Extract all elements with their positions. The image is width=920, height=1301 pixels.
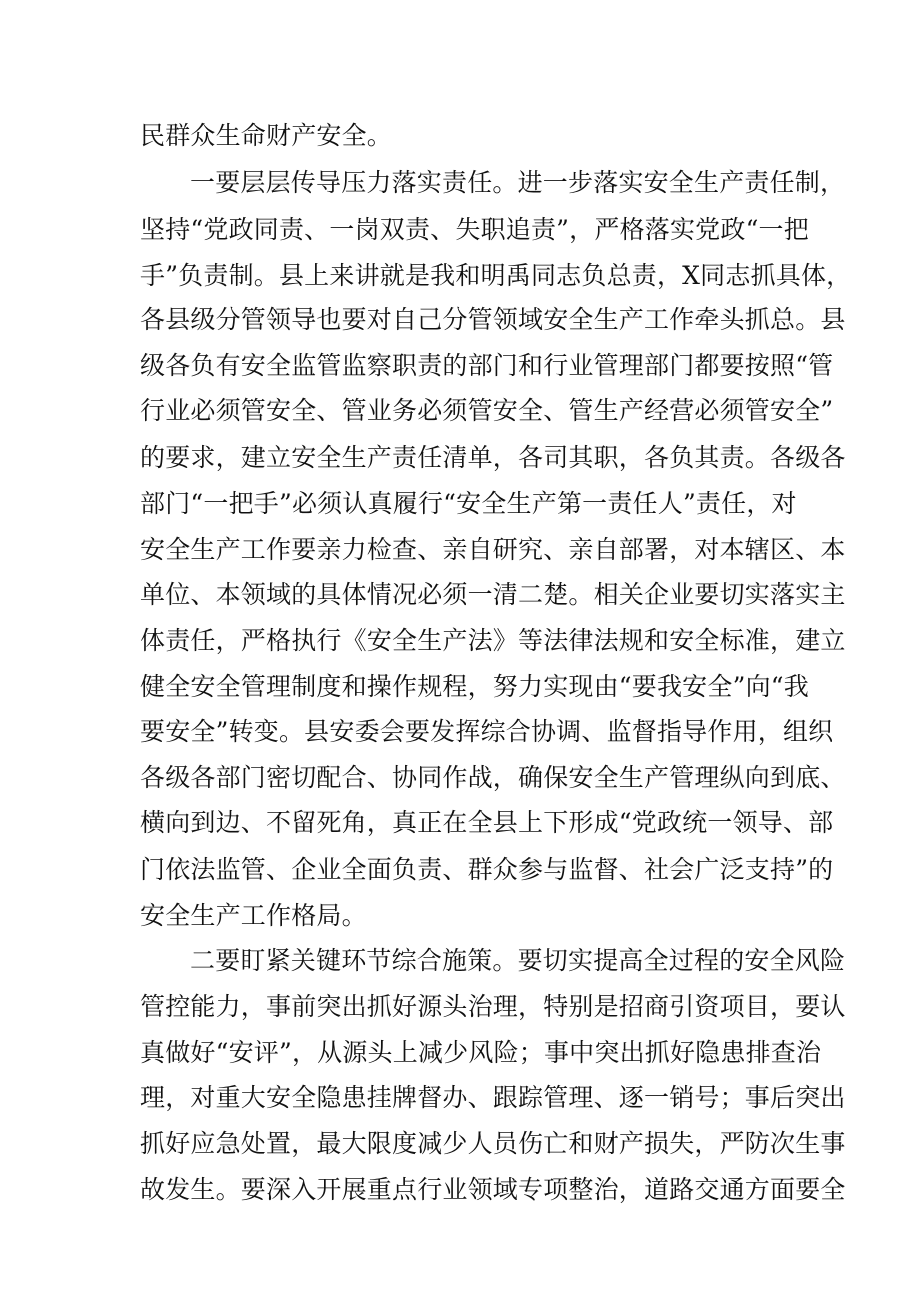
text-line: 要安全”转变。县安委会要发挥综合协调、监督指导作用，组织 — [140, 717, 834, 746]
text-line: 理，对重大安全隐患挂牌督办、跟踪管理、逐一销号；事后突出 — [140, 1083, 846, 1112]
text-line: 抓好应急处置，最大限度减少人员伤亡和财产损失，严防次生事 — [140, 1129, 846, 1158]
text-line: 的要求，建立安全生产责任清单，各司其职，各负其责。各级各 — [140, 443, 846, 472]
text-line: 横向到边、不留死角，真正在全县上下形成“党政统一领导、部 — [140, 808, 834, 837]
text-line: 民群众生命财产安全。 — [140, 121, 393, 150]
text-line: 部门“一把手”必须认真履行“安全生产第一责任人”责任，对 — [140, 489, 797, 518]
text-line: 故发生。要深入开展重点行业领域专项整治，道路交通方面要全 — [140, 1175, 846, 1204]
paragraph-1-first-line: 一要层层传导压力落实责任。进一步落实安全生产责任制， — [190, 168, 846, 197]
text-line: 体责任，严格执行《安全生产法》等法律法规和安全标准，建立 — [140, 626, 846, 655]
text-line: 安全生产工作要亲力检查、亲自研究、亲自部署，对本辖区、本 — [140, 535, 846, 564]
text-line: 单位、本领域的具体情况必须一清二楚。相关企业要切实落实主 — [140, 580, 846, 609]
text-line: 各县级分管领导也要对自己分管领域安全生产工作牵头抓总。县 — [140, 305, 846, 334]
text-line: 健全安全管理制度和操作规程，努力实现由“要我安全”向“我 — [140, 672, 809, 701]
text-line: 各级各部门密切配合、协同作战，确保安全生产管理纵向到底、 — [140, 763, 846, 792]
text-line: 手”负责制。县上来讲就是我和明禹同志负总责，X同志抓具体， — [140, 261, 852, 290]
text-line: 管控能力，事前突出抓好源头治理，特别是招商引资项目，要认 — [140, 992, 846, 1021]
text-line: 门依法监管、企业全面负责、群众参与监督、社会广泛支持”的 — [140, 855, 834, 884]
text-line: 真做好“安评”，从源头上减少风险；事中突出抓好隐患排查治 — [140, 1038, 822, 1067]
text-line: 坚持“党政同责、一岗双责、失职追责”，严格落实党政“一把 — [140, 215, 809, 244]
paragraph-2-first-line: 二要盯紧关键环节综合施策。要切实提高全过程的安全风险 — [190, 946, 846, 975]
text-line: 级各负有安全监管监察职责的部门和行业管理部门都要按照“管 — [140, 351, 834, 380]
text-line: 安全生产工作格局。 — [140, 901, 367, 930]
text-line: 行业必须管安全、管业务必须管安全、管生产经营必须管安全” — [140, 396, 834, 425]
